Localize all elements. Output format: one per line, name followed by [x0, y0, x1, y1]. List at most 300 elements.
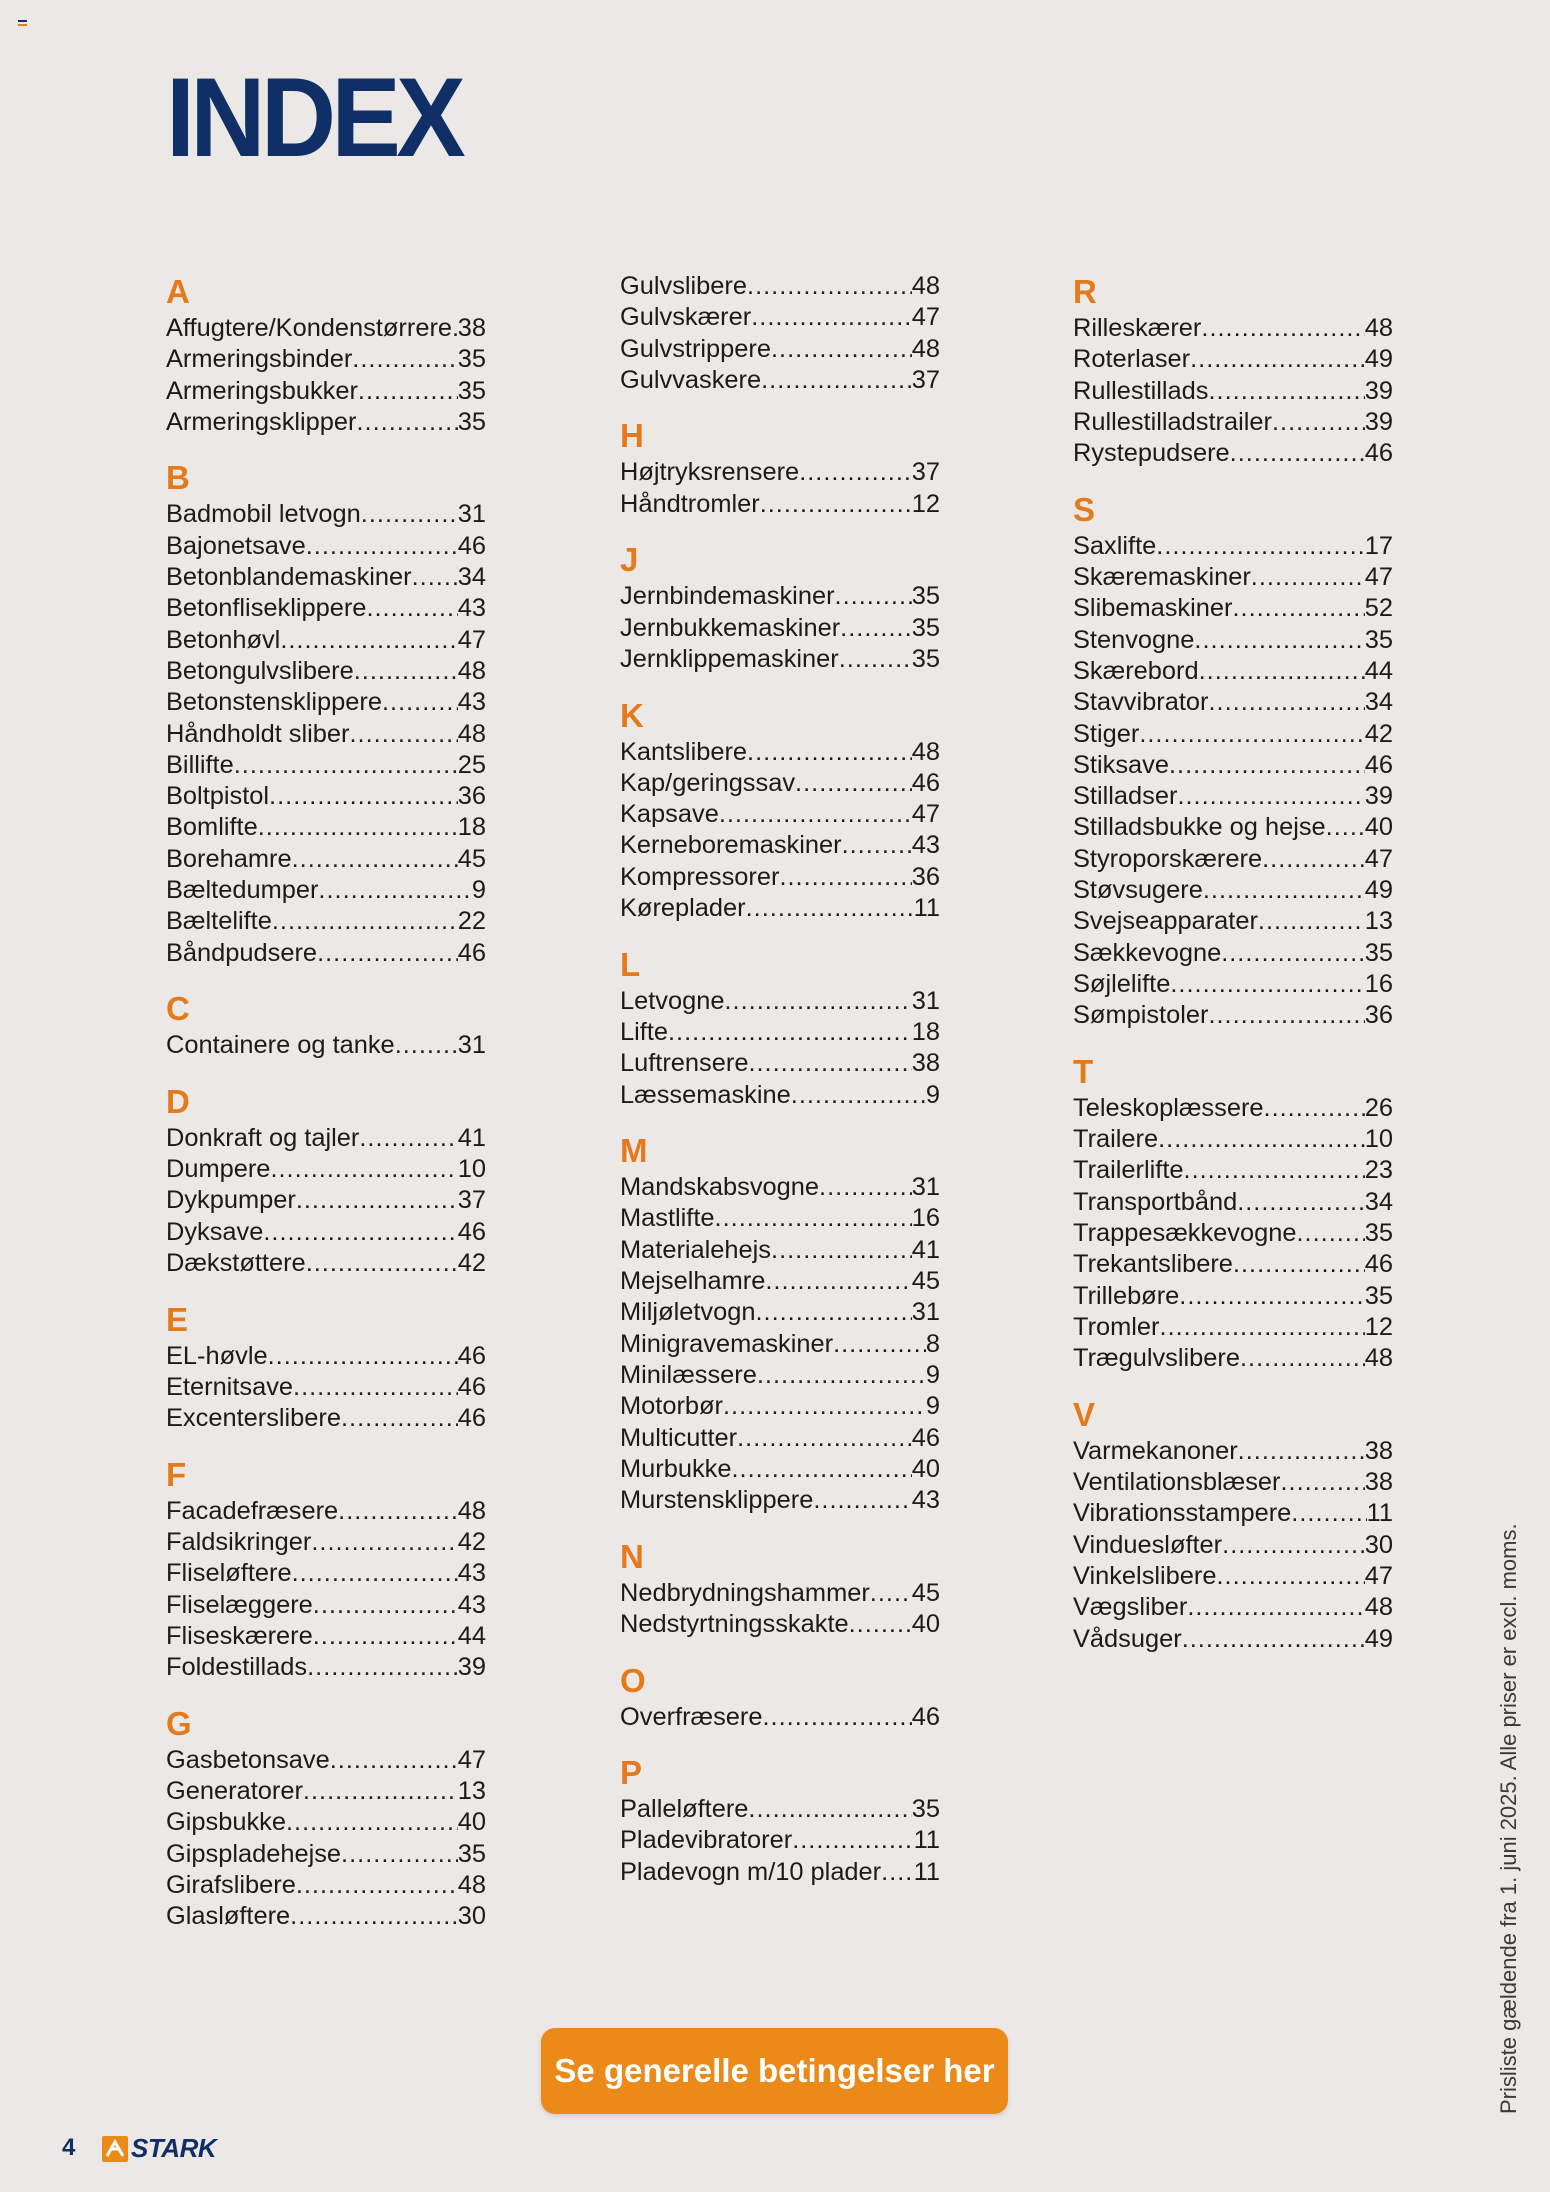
index-entry[interactable]	[620, 1017, 940, 1048]
index-entry[interactable]	[1073, 625, 1393, 656]
entry-page: 11	[913, 1857, 940, 1886]
entry-page: 11	[913, 1826, 940, 1855]
index-entry[interactable]	[620, 1423, 940, 1454]
entry-name: Billifte	[166, 750, 234, 779]
entry-name: Vådsuger	[1073, 1624, 1182, 1653]
entry-page: 35	[911, 613, 940, 642]
entry-name: Gasbetonsave	[166, 1745, 330, 1774]
section-letter: O	[620, 1661, 646, 1699]
entry-name: Minigravemaskiner	[620, 1329, 834, 1358]
index-entry[interactable]	[1073, 750, 1393, 781]
index-entry[interactable]	[1073, 1187, 1393, 1218]
dot-leader	[765, 1266, 911, 1297]
entry-page: 35	[911, 644, 940, 673]
entry-page: 36	[1364, 1001, 1393, 1030]
entry-name: Trekantslibere	[1073, 1250, 1233, 1279]
index-entry[interactable]	[1073, 1436, 1393, 1467]
dot-leader	[272, 906, 458, 937]
index-section	[620, 695, 940, 925]
index-entry[interactable]	[166, 1807, 486, 1838]
index-entry[interactable]	[1073, 719, 1393, 750]
entry-name: Mandskabsvogne	[620, 1173, 820, 1202]
index-entry[interactable]	[620, 334, 940, 365]
index-entry[interactable]	[620, 581, 940, 612]
index-entry[interactable]	[166, 1839, 486, 1870]
dot-leader	[771, 334, 912, 365]
dot-leader	[268, 1341, 458, 1372]
entry-name: Pladevibratorer	[620, 1826, 793, 1855]
entry-page: 43	[911, 1486, 940, 1515]
index-section	[1073, 271, 1393, 469]
entry-name: Skæremaskiner	[1073, 563, 1251, 592]
entry-name: Kantslibere	[620, 737, 748, 766]
index-section	[1073, 489, 1393, 1032]
entry-name: Fliselæggere	[166, 1590, 313, 1619]
dot-leader	[270, 1154, 457, 1185]
dot-leader	[1240, 1343, 1365, 1374]
dot-leader	[747, 271, 912, 302]
index-entry[interactable]	[166, 656, 486, 687]
index-entry[interactable]	[1073, 906, 1393, 937]
entry-page: 46	[457, 531, 486, 560]
dot-leader	[341, 1839, 458, 1870]
index-entry[interactable]	[166, 1901, 486, 1932]
index-entry[interactable]	[620, 862, 940, 893]
entry-name: Trappesækkevogne	[1073, 1219, 1297, 1248]
index-entry[interactable]	[166, 1030, 486, 1061]
entry-page: 39	[1364, 407, 1393, 436]
page-number: 4	[62, 2134, 76, 2161]
entry-name: Borehamre	[166, 844, 292, 873]
entry-name: Affugtere/Kondenstørrere	[166, 314, 453, 342]
entry-page: 40	[457, 1808, 486, 1837]
entry-page: 45	[457, 844, 486, 873]
index-entry[interactable]	[1073, 1498, 1393, 1529]
entry-name: Betonfliseklippere	[166, 594, 367, 623]
entry-name: Gipsbukke	[166, 1808, 286, 1837]
entry-name: Multicutter	[620, 1423, 738, 1452]
index-entry[interactable]	[620, 1578, 940, 1609]
index-entry[interactable]	[620, 1360, 940, 1391]
entry-name: Rullestillads	[1073, 376, 1209, 405]
index-entry[interactable]	[1073, 1624, 1393, 1655]
entry-page: 18	[911, 1017, 940, 1046]
index-entry[interactable]	[620, 1297, 940, 1328]
index-entry[interactable]	[166, 376, 486, 407]
index-entry[interactable]	[166, 1248, 486, 1279]
index-entry[interactable]	[166, 687, 486, 718]
entry-name: Stavvibrator	[1073, 688, 1209, 717]
dot-leader	[760, 489, 912, 520]
dot-leader	[354, 656, 458, 687]
index-entry[interactable]	[620, 1172, 940, 1203]
index-entry[interactable]	[1073, 1592, 1393, 1623]
entry-name: Kap/geringssav	[620, 768, 796, 797]
index-entry[interactable]	[1073, 812, 1393, 843]
index-entry[interactable]	[620, 1235, 940, 1266]
index-entry[interactable]	[620, 1266, 940, 1297]
index-entry[interactable]	[620, 302, 940, 333]
entry-name: Lifte	[620, 1017, 668, 1046]
index-entry[interactable]	[1073, 1281, 1393, 1312]
entry-name: Saxlifte	[1073, 531, 1157, 560]
entry-page: 31	[911, 1298, 940, 1327]
index-entry[interactable]	[1073, 969, 1393, 1000]
index-entry[interactable]	[1073, 656, 1393, 687]
index-entry[interactable]	[166, 906, 486, 937]
entry-page: 46	[1364, 750, 1393, 779]
dot-leader	[1208, 687, 1364, 718]
index-entry[interactable]	[620, 830, 940, 861]
index-entry[interactable]	[166, 1341, 486, 1372]
index-entry[interactable]	[166, 719, 486, 750]
menu-icon[interactable]	[18, 20, 27, 28]
section-letter: H	[620, 417, 644, 455]
entry-page: 10	[1364, 1125, 1393, 1154]
index-entry[interactable]	[166, 1870, 486, 1901]
index-entry[interactable]	[166, 1776, 486, 1807]
entry-page: 35	[457, 1839, 486, 1868]
dot-leader	[286, 1807, 458, 1838]
dot-leader	[1217, 1561, 1365, 1592]
entry-name: Betonstensklippere	[166, 688, 382, 717]
index-entry[interactable]	[620, 457, 940, 488]
index-entry[interactable]	[620, 271, 940, 302]
index-entry[interactable]	[166, 1372, 486, 1403]
index-entry[interactable]	[166, 781, 486, 812]
entry-page: 40	[911, 1454, 940, 1483]
entry-page: 48	[457, 656, 486, 685]
entry-page: 48	[457, 719, 486, 748]
dot-leader	[747, 737, 912, 768]
index-entry[interactable]	[166, 1496, 486, 1527]
index-entry[interactable]	[166, 938, 486, 969]
index-section	[620, 1130, 940, 1516]
dot-leader	[1272, 407, 1365, 438]
entry-name: Dækstøttere	[166, 1249, 306, 1278]
entry-page: 44	[457, 1621, 486, 1650]
index-entry[interactable]	[166, 1217, 486, 1248]
entry-page: 42	[457, 1249, 486, 1278]
entry-page: 34	[1364, 688, 1393, 717]
entry-page: 48	[1364, 1344, 1393, 1373]
entry-name: Vibrationsstampere	[1073, 1499, 1292, 1528]
index-entry[interactable]	[620, 1794, 940, 1825]
dot-leader	[303, 1776, 458, 1807]
index-entry[interactable]	[166, 499, 486, 530]
index-entry[interactable]	[620, 489, 940, 520]
index-entry[interactable]	[166, 625, 486, 656]
index-entry[interactable]	[620, 1203, 940, 1234]
index-entry[interactable]	[166, 344, 486, 375]
entry-page: 44	[1364, 656, 1393, 685]
index-entry[interactable]	[166, 875, 486, 906]
section-letter: D	[166, 1082, 190, 1120]
index-entry[interactable]	[620, 644, 940, 675]
dot-leader	[881, 1857, 914, 1888]
entry-page: 46	[457, 938, 486, 967]
index-entry[interactable]	[166, 1403, 486, 1434]
entry-name: Girafslibere	[166, 1871, 296, 1900]
dot-leader	[1296, 1218, 1364, 1249]
entry-page: 43	[457, 594, 486, 623]
entry-page: 13	[457, 1777, 486, 1806]
entry-page: 9	[471, 876, 486, 905]
dot-leader	[338, 1496, 458, 1527]
entry-name: Excenterslibere	[166, 1404, 341, 1433]
entry-page: 11	[1366, 1499, 1393, 1528]
dot-leader	[833, 1329, 926, 1360]
entry-name: Glasløftere	[166, 1902, 291, 1931]
entry-page: 18	[457, 813, 486, 842]
dot-leader	[813, 1485, 911, 1516]
entry-page: 41	[457, 1123, 486, 1152]
index-entry[interactable]	[620, 1391, 940, 1422]
entry-page: 42	[457, 1528, 486, 1557]
index-entry[interactable]	[1073, 1530, 1393, 1561]
entry-page: 35	[457, 345, 486, 374]
entry-name: Bæltelifte	[166, 907, 272, 936]
index-entry[interactable]	[1073, 344, 1393, 375]
index-entry[interactable]	[1073, 1093, 1393, 1124]
entry-page: 30	[457, 1902, 486, 1931]
entry-page: 34	[1364, 1187, 1393, 1216]
index-column-3	[1073, 271, 1393, 1674]
dot-leader	[1232, 593, 1364, 624]
entry-page: 31	[457, 1031, 486, 1060]
dot-leader	[870, 1578, 912, 1609]
index-entry[interactable]	[620, 1454, 940, 1485]
entry-page: 9	[925, 1080, 940, 1109]
dot-leader	[799, 457, 912, 488]
index-entry[interactable]	[166, 593, 486, 624]
index-entry[interactable]	[166, 1185, 486, 1216]
dot-leader	[1237, 1187, 1365, 1218]
index-entry[interactable]	[1073, 531, 1393, 562]
entry-name: Dyksave	[166, 1217, 264, 1246]
entry-name: Svejseapparater	[1073, 907, 1258, 936]
entry-page: 48	[457, 1496, 486, 1525]
section-letter: S	[1073, 490, 1096, 528]
index-entry[interactable]	[166, 562, 486, 593]
entry-page: 39	[1364, 782, 1393, 811]
dot-leader	[835, 581, 912, 612]
entry-page: 31	[911, 986, 940, 1015]
index-entry[interactable]	[620, 737, 940, 768]
terms-button[interactable]: Se generelle betingelser her	[541, 2028, 1008, 2114]
index-entry[interactable]	[1073, 1249, 1393, 1280]
entry-name: Stilladsbukke og hejse	[1073, 813, 1326, 842]
entry-name: Båndpudsere	[166, 938, 318, 967]
index-entry[interactable]	[1073, 407, 1393, 438]
dot-leader	[792, 1825, 913, 1856]
entry-page: 45	[911, 1267, 940, 1296]
dot-leader	[755, 1297, 911, 1328]
entry-page: 12	[911, 489, 940, 518]
entry-page: 35	[911, 1795, 940, 1824]
entry-page: 37	[457, 1186, 486, 1215]
index-entry[interactable]	[166, 313, 486, 344]
index-entry[interactable]	[166, 812, 486, 843]
index-entry[interactable]	[166, 1527, 486, 1558]
index-entry[interactable]	[166, 531, 486, 562]
index-entry[interactable]	[620, 1702, 940, 1733]
entry-name: Foldestillads	[166, 1653, 308, 1682]
entry-name: Vægsliber	[1073, 1593, 1188, 1622]
entry-name: Gulvskærer	[620, 303, 752, 332]
entry-page: 13	[1364, 907, 1393, 936]
index-entry[interactable]	[166, 1123, 486, 1154]
entry-name: Tromler	[1073, 1312, 1160, 1341]
index-entry[interactable]	[1073, 1124, 1393, 1155]
entry-name: Jernklippemaskiner	[620, 644, 839, 673]
index-entry[interactable]	[620, 893, 940, 924]
entry-name: Facadefræsere	[166, 1496, 339, 1525]
entry-page: 35	[1364, 938, 1393, 967]
dot-leader	[1251, 562, 1365, 593]
index-entry[interactable]	[620, 1048, 940, 1079]
entry-name: Rullestilladstrailer	[1073, 407, 1272, 436]
index-entry[interactable]	[620, 1485, 940, 1516]
section-letter: R	[1073, 273, 1097, 310]
dot-leader	[292, 844, 458, 875]
dot-leader	[1264, 1093, 1365, 1124]
section-letter: G	[166, 1704, 192, 1742]
index-entry[interactable]	[1073, 1561, 1393, 1592]
index-entry[interactable]	[1073, 844, 1393, 875]
entry-page: 35	[1364, 1219, 1393, 1248]
entry-name: Trailere	[1073, 1125, 1159, 1154]
dot-leader	[819, 1172, 912, 1203]
index-entry[interactable]	[166, 844, 486, 875]
index-entry[interactable]	[1073, 1467, 1393, 1498]
index-entry[interactable]	[166, 1652, 486, 1683]
dot-leader	[317, 938, 458, 969]
entry-name: Miljøletvogn	[620, 1298, 756, 1327]
entry-page: 38	[1364, 1468, 1393, 1497]
index-entry[interactable]	[166, 1154, 486, 1185]
entry-name: Donkraft og tajler	[166, 1123, 360, 1152]
index-entry[interactable]	[620, 1329, 940, 1360]
entry-name: Fliseskærere	[166, 1621, 313, 1650]
index-entry[interactable]	[166, 407, 486, 438]
dot-leader	[1280, 1467, 1364, 1498]
index-entry[interactable]	[1073, 875, 1393, 906]
index-column-2	[620, 271, 940, 1907]
dot-leader	[757, 1360, 926, 1391]
entry-page: 35	[1364, 1281, 1393, 1310]
dot-leader	[668, 1017, 912, 1048]
index-entry[interactable]	[620, 613, 940, 644]
dot-leader	[1182, 1624, 1365, 1655]
entry-page: 46	[457, 1217, 486, 1246]
index-entry[interactable]	[1073, 781, 1393, 812]
dot-leader	[771, 1235, 912, 1266]
entry-name: Kompressorer	[620, 862, 780, 891]
dot-leader	[839, 644, 912, 675]
index-entry[interactable]	[620, 799, 940, 830]
entry-page: 8	[925, 1329, 940, 1358]
dot-leader	[341, 1403, 458, 1434]
dot-leader	[1160, 1312, 1365, 1343]
index-entry[interactable]	[166, 1558, 486, 1589]
index-entry[interactable]	[620, 768, 940, 799]
index-entry[interactable]	[620, 1080, 940, 1111]
index-entry[interactable]	[1073, 313, 1393, 344]
entry-name: Støvsugere	[1073, 876, 1203, 905]
entry-name: EL-høvle	[166, 1341, 268, 1370]
index-entry[interactable]	[1073, 1155, 1393, 1186]
entry-name: Overfræsere	[620, 1702, 763, 1731]
index-entry[interactable]	[1073, 438, 1393, 469]
index-entry[interactable]	[1073, 687, 1393, 718]
entry-name: Søjlelifte	[1073, 969, 1171, 998]
dot-leader	[1203, 875, 1365, 906]
index-entry[interactable]	[1073, 1218, 1393, 1249]
index-entry[interactable]	[620, 1857, 940, 1888]
entry-name: Betonblandemaskiner	[166, 563, 412, 592]
index-entry[interactable]	[1073, 1000, 1393, 1031]
index-entry[interactable]	[166, 1621, 486, 1652]
entry-name: Transportbånd	[1073, 1187, 1238, 1216]
dot-leader	[359, 1123, 457, 1154]
entry-page: 46	[457, 1341, 486, 1370]
entry-page: 46	[1364, 1250, 1393, 1279]
index-section	[166, 1703, 486, 1933]
dot-leader	[1158, 1124, 1365, 1155]
entry-name: Murstensklippere	[620, 1486, 814, 1515]
section-letter: A	[166, 273, 190, 310]
entry-page: 43	[457, 1590, 486, 1619]
entry-name: Dumpere	[166, 1155, 271, 1184]
entry-name: Styroporskærere	[1073, 844, 1263, 873]
index-entry[interactable]	[620, 986, 940, 1017]
dot-leader	[366, 593, 457, 624]
index-entry[interactable]	[620, 1825, 940, 1856]
index-entry[interactable]	[166, 1590, 486, 1621]
entry-page: 43	[911, 831, 940, 860]
dot-leader	[313, 1590, 458, 1621]
entry-name: Minilæssere	[620, 1360, 757, 1389]
dot-leader	[1326, 812, 1365, 843]
index-entry[interactable]	[1073, 1312, 1393, 1343]
index-entry[interactable]	[166, 750, 486, 781]
entry-page: 38	[911, 1049, 940, 1078]
entry-name: Gulvslibere	[620, 272, 748, 300]
index-entry[interactable]	[1073, 593, 1393, 624]
dot-leader	[715, 1203, 912, 1234]
index-entry[interactable]	[620, 365, 940, 396]
index-entry[interactable]	[1073, 376, 1393, 407]
index-section	[620, 271, 940, 396]
index-entry[interactable]	[166, 1745, 486, 1776]
stark-logo	[102, 2133, 216, 2164]
dot-leader	[306, 531, 458, 562]
dot-leader	[1156, 531, 1364, 562]
entry-name: Motorbør	[620, 1392, 723, 1421]
index-entry[interactable]	[1073, 562, 1393, 593]
index-entry[interactable]	[1073, 1343, 1393, 1374]
dot-leader	[263, 1217, 457, 1248]
dot-leader	[719, 799, 912, 830]
index-entry[interactable]	[620, 1609, 940, 1640]
dot-leader	[1179, 1281, 1364, 1312]
dot-leader	[296, 1185, 458, 1216]
entry-page: 47	[1364, 1561, 1393, 1590]
entry-page: 31	[911, 1173, 940, 1202]
index-entry[interactable]	[1073, 938, 1393, 969]
entry-page: 25	[457, 750, 486, 779]
